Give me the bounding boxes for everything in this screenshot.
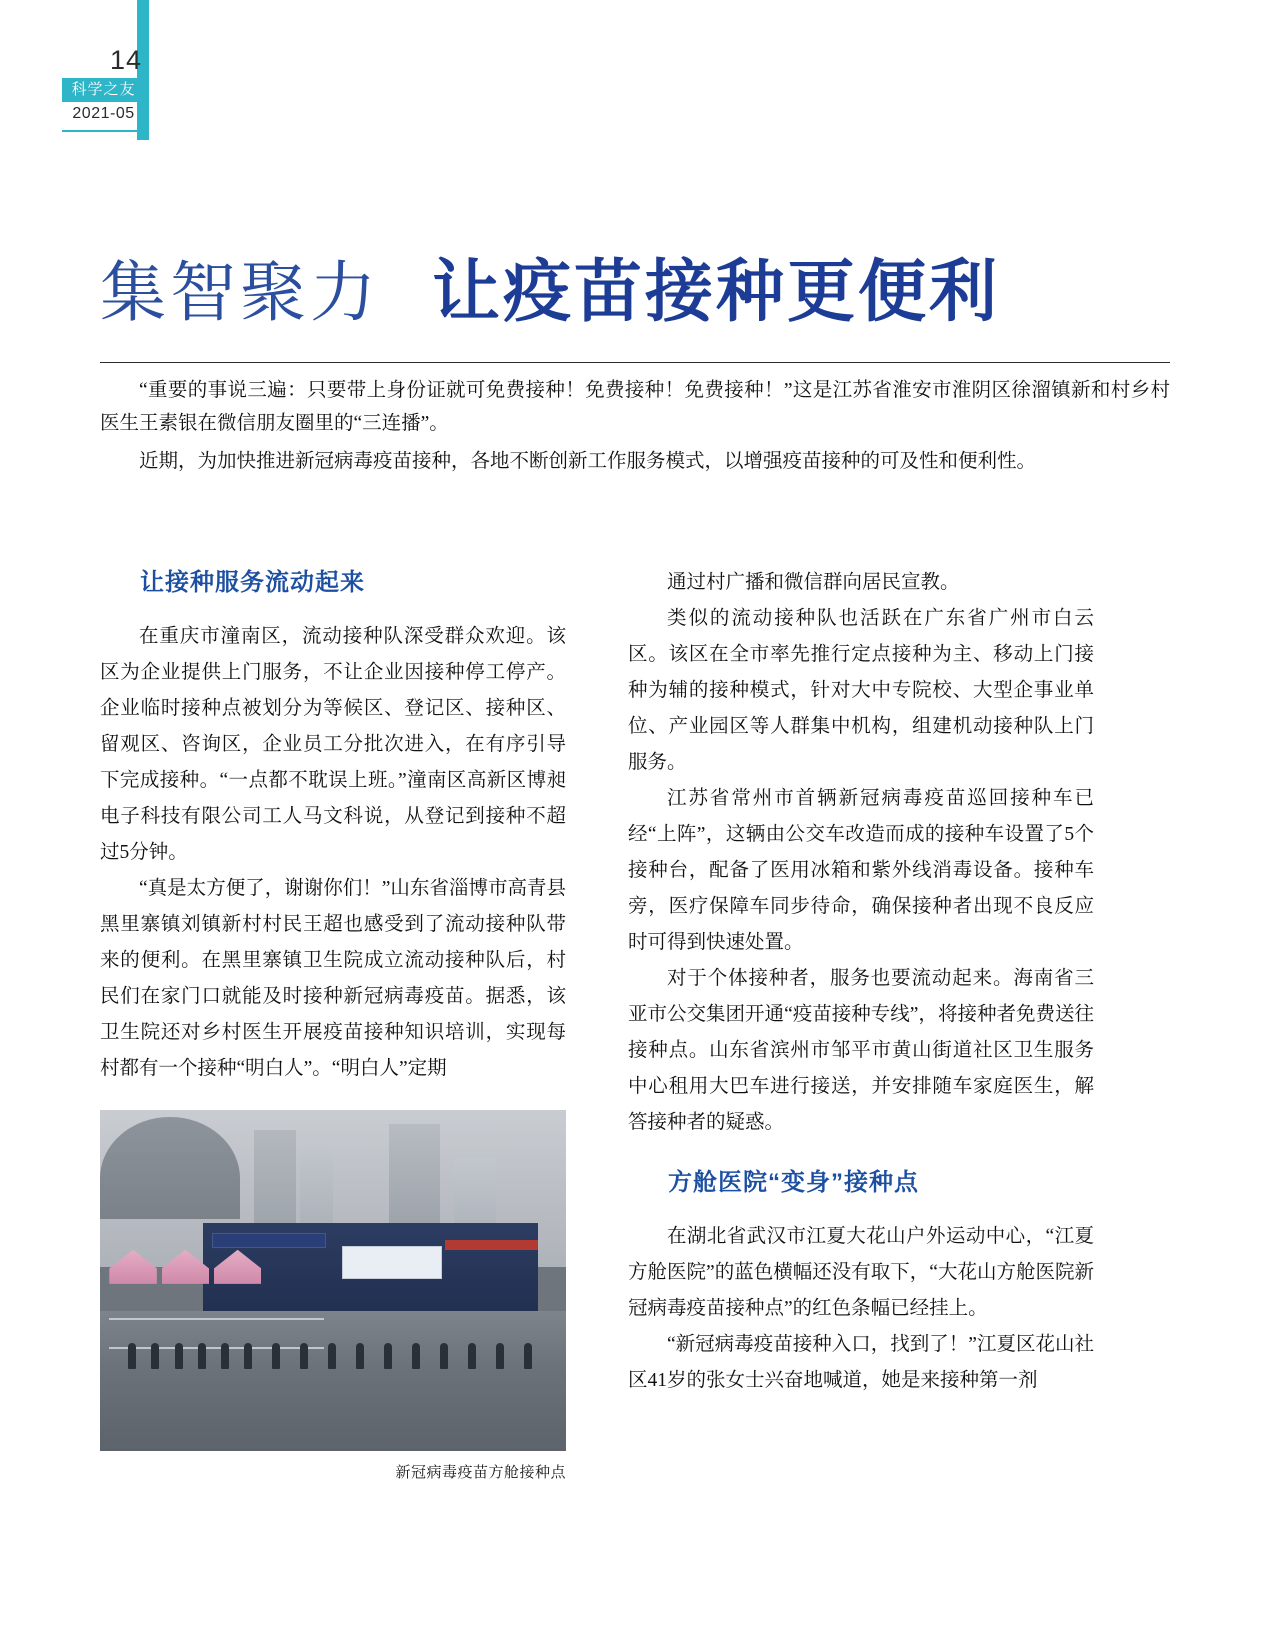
left-paragraph-1: 在重庆市潼南区，流动接种队深受群众欢迎。该区为企业提供上门服务，不让企业因接种停工停产。企业临时接种点被划分为等候区、登记区、接种区、留观区、咨询区，企业员工分批次进入，在有序引导下完成接种。“一点都不耽误上班。”潼南区高新区博昶电子科技有限公司工人马文科说，从登记到接种不超过5分钟。 [100,626,566,863]
title-divider [100,362,1170,363]
folio [62,0,148,140]
photo-person [198,1343,206,1369]
photo-crowd [100,1281,566,1370]
photo-person [468,1343,476,1369]
photo-person [300,1343,308,1369]
left-paragraph-2: “真是太方便了，谢谢你们！”山东省淄博市高青县黑里寨镇刘镇新村村民王超也感受到了流动接种队带来的便利。在黑里寨镇卫生院成立流动接种队后，村民们在家门口就能及时接种新冠病毒疫苗。据悉，该卫生院还对乡村医生开展疫苗接种知识培训，实现每村都有一个接种“明白人”。“明白人”定期 [100,878,566,1079]
photo-person [272,1343,280,1369]
lead-block [100,374,1170,483]
photo-person [384,1343,392,1369]
section-heading-1: 让接种服务流动起来 [140,569,365,596]
photo-caption: 新冠病毒疫苗方舱接种点 [395,1464,566,1481]
photo-red-banner [445,1240,538,1250]
photo-person [175,1343,183,1369]
right-column [628,565,1094,1399]
photo-white-sign [342,1246,442,1279]
right-paragraph-4: 对于个体接种者，服务也要流动起来。海南省三亚市公交集团开通“疫苗接种专线”，将接种者免费送往接种点。山东省滨州市邹平市黄山街道社区卫生服务中心租用大巴车进行接送，并安排随车家庭医生，解答接种者的疑惑。 [628,968,1094,1133]
photo-person [412,1343,420,1369]
photo-tent [109,1250,157,1284]
left-column [100,565,566,1087]
photo-person [128,1343,136,1369]
lead-paragraph-2: 近期，为加快推进新冠病毒疫苗接种，各地不断创新工作服务模式，以增强疫苗接种的可及性和便利性。 [139,451,1037,472]
lead-paragraph-1: “重要的事说三遍：只要带上身份证就可免费接种！免费接种！免费接种！”这是江苏省淮安市淮阴区徐溜镇新和村乡村医生王素银在微信朋友圈里的“三连播”。 [100,380,1170,434]
title-part-one: 集智聚力 [100,255,380,329]
right-paragraph-2: 类似的流动接种队也活跃在广东省广州市白云区。该区在全市率先推行定点接种为主、移动上门接种为辅的接种模式，针对大中专院校、大型企事业单位、产业园区等人群集中机构，组建机动接种队上门服务。 [628,608,1094,773]
photo-person [496,1343,504,1369]
issue-date: 2021-05 [72,105,135,122]
photo-block [100,1110,566,1482]
photo-person [244,1343,252,1369]
photo-tent [162,1250,210,1284]
photo-person [356,1343,364,1369]
page-title [100,238,1170,335]
photo-person [151,1343,159,1369]
page-number: 14 [110,45,143,75]
right-paragraph-5: 在湖北省武汉市江夏大花山户外运动中心，“江夏方舱医院”的蓝色横幅还没有取下，“大花山方舱医院新冠病毒疫苗接种点”的红色条幅已经挂上。 [628,1226,1094,1319]
photo-tents [109,1250,267,1284]
right-paragraph-1: 通过村广播和微信群向居民宣教。 [667,572,960,593]
photo-person [221,1343,229,1369]
right-paragraph-6: “新冠病毒疫苗接种入口，找到了！”江夏区花山社区41岁的张女士兴奋地喊道，她是来接种第一剂 [628,1334,1094,1391]
photo-person [440,1343,448,1369]
magazine-brand: 科学之友 [62,78,145,102]
title-part-two: 让疫苗接种更便利 [432,254,1001,330]
section-heading-2: 方舱医院“变身”接种点 [668,1169,919,1196]
photo-blue-banner [212,1233,326,1249]
folio-underline [62,130,145,132]
photo-person [524,1343,532,1369]
photo-tent [214,1250,262,1284]
photo-person [328,1343,336,1369]
right-paragraph-3: 江苏省常州市首辆新冠病毒疫苗巡回接种车已经“上阵”，这辆由公交车改造而成的接种车设置了5个接种台，配备了医用冰箱和紫外线消毒设备。接种车旁，医疗保障车同步待命，确保接种者出现不良反应时可得到快速处置。 [628,788,1094,953]
vaccination-site-photo [100,1110,566,1451]
